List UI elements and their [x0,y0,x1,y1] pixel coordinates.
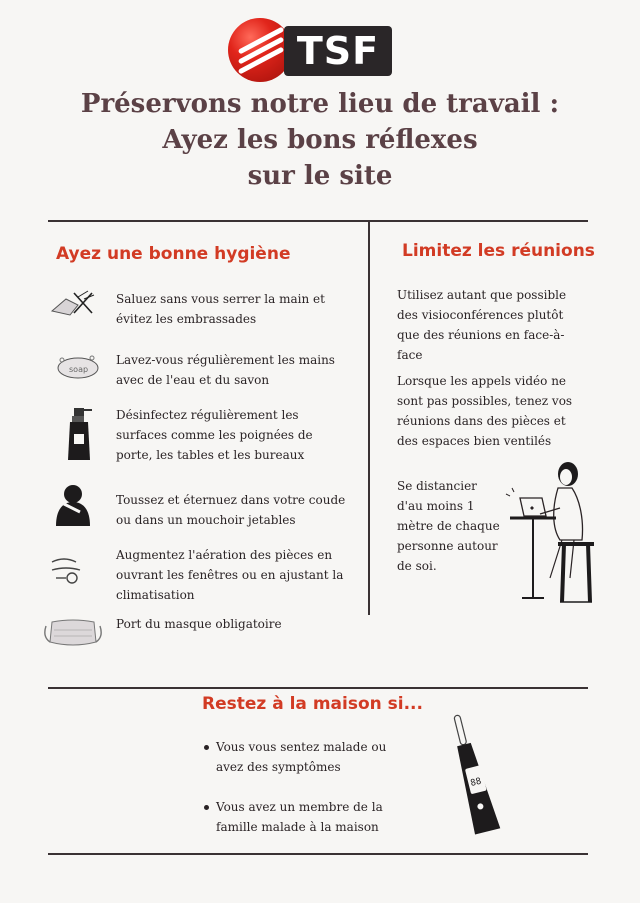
person-at-laptop-icon [500,458,600,606]
meetings-paragraph-3: Se distancier d'au moins 1 mètre de chaque personne autour de soi. [397,479,500,573]
hygiene-item-4: Toussez et éternuez dans votre coude ou dans un mouchoir jetables [116,493,346,527]
tsf-logo [228,18,394,82]
hygiene-item-5: Augmentez l'aération des pièces en ouvrant les fenêtres ou en ajustant la climatisation [116,548,344,602]
hygiene-title: Ayez une bonne hygiène [56,244,291,264]
home-title: Restez à la maison si... [202,694,423,714]
mask-icon [42,618,104,648]
soap-icon [52,352,104,382]
hygiene-item-6: Port du masque obligatoire [116,617,282,631]
bottom-divider [48,853,588,855]
column-divider [368,221,370,615]
hygiene-item-3: Désinfectez régulièrement les surfaces comme les poignées de porte, les tables et les bureaux [116,408,313,462]
svg-text:soap: soap [69,365,89,374]
meetings-paragraph-1: Utilisez autant que possible des visioconférences plutôt que des réunions en face-à-face [397,288,567,362]
wind-icon [50,552,94,586]
home-bullet-2: Vous avez un membre de la famille malade à la maison [216,800,383,834]
home-bullet-1: Vous vous sentez malade ou avez des symptômes [216,740,387,774]
cough-icon [50,482,96,528]
logo-ball-icon [228,18,292,82]
hygiene-item-2: Lavez-vous régulièrement les mains avec de l'eau et du savon [116,353,335,387]
middle-divider [48,687,588,689]
spray-bottle-icon [62,404,98,462]
meetings-title: Limitez les réunions [402,241,595,261]
bullet-dot [204,745,209,750]
top-divider [48,220,588,222]
bullet-dot [204,805,209,810]
meetings-paragraph-2: Lorsque les appels vidéo ne sont pas possibles, tenez vos réunions dans des pièces et des espaces bien ventilés [397,374,573,448]
no-handshake-icon [48,285,100,321]
page-title [40,86,600,194]
thermometer-icon [446,706,526,836]
title-line-2: Ayez les bons réflexes [162,125,478,155]
logo-text: TSF [284,26,392,76]
hygiene-item-1: Saluez sans vous serrer la main et évitez les embrassades [116,292,325,326]
title-line-1: Préservons notre lieu de travail : [80,89,560,119]
title-line-3: sur le site [247,161,393,191]
svg-text:88: 88 [469,776,483,789]
